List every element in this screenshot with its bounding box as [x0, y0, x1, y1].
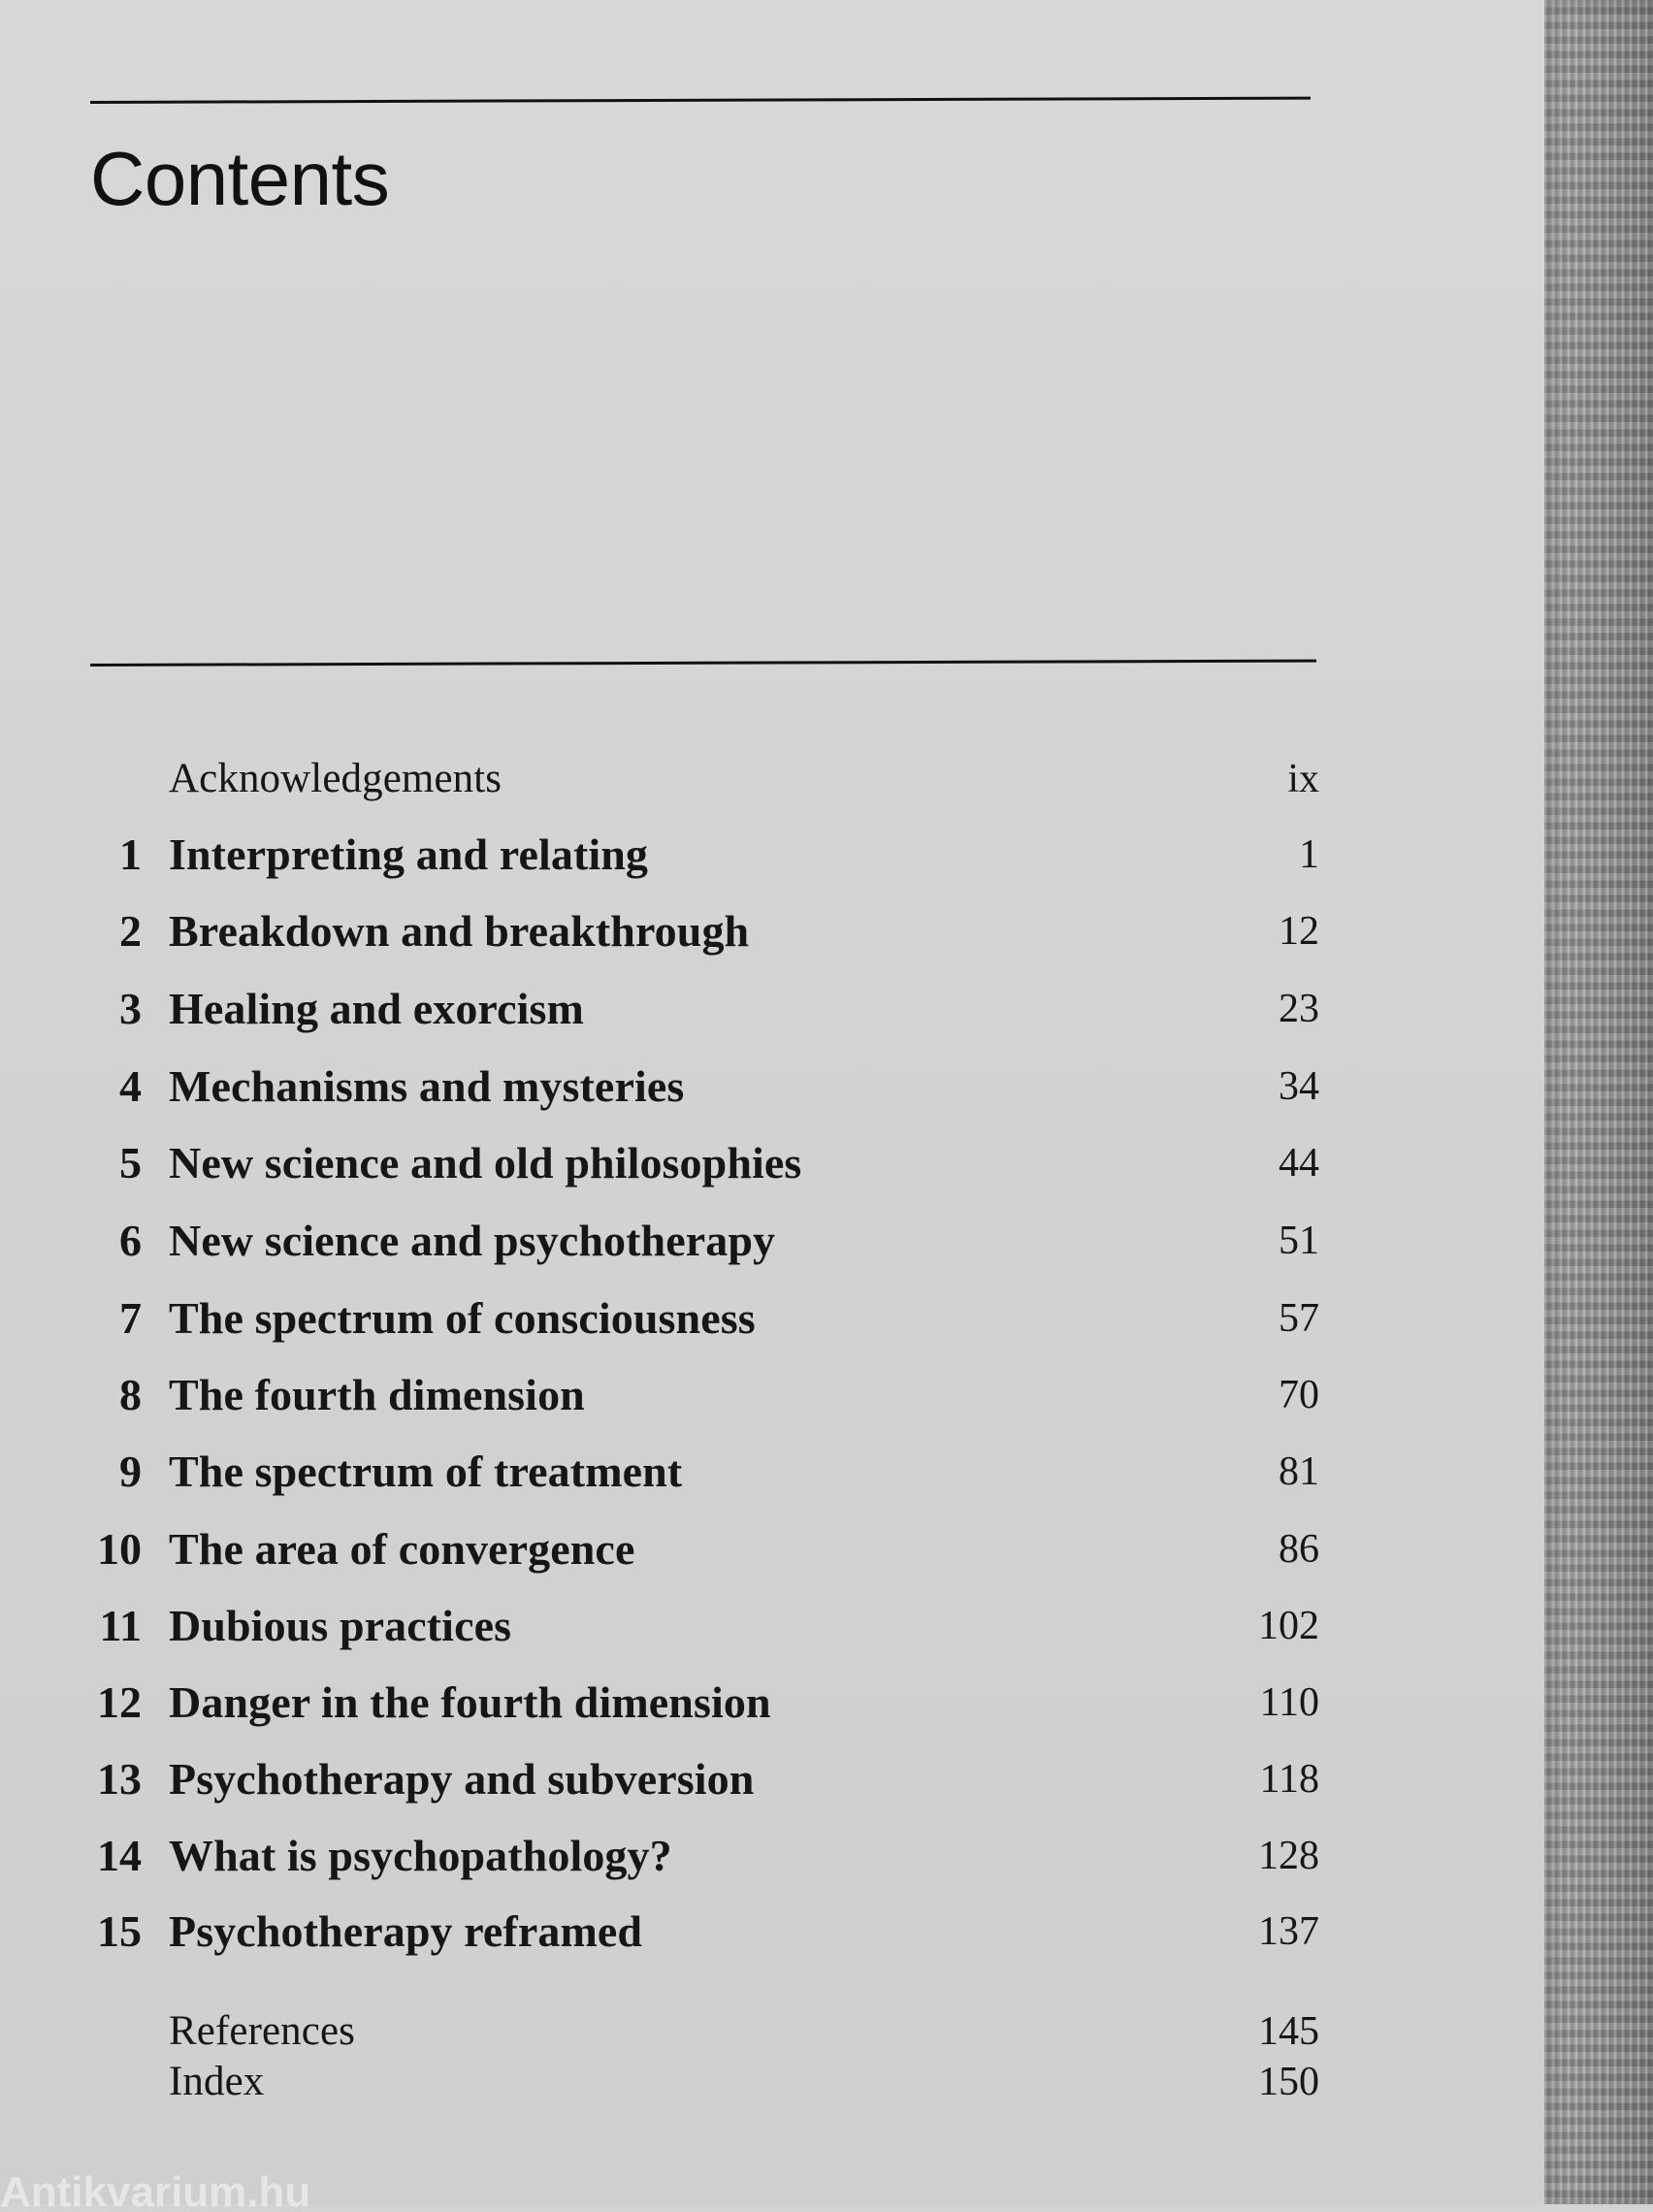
toc-entry-title: Index [169, 2059, 265, 2104]
toc-entry-page: 1 [1299, 832, 1319, 877]
toc-entry-chapter-10 [0, 1515, 1552, 1583]
toc-entry-index [0, 2048, 1552, 2116]
toc-entry-acknowledgements [0, 745, 1552, 813]
toc-entry-chapter-15 [0, 1898, 1552, 1966]
toc-entry-number: 5 [119, 1138, 142, 1187]
page-edge-strip [1544, 0, 1653, 2204]
toc-entry-number: 2 [119, 906, 142, 956]
toc-entry-number: 4 [119, 1061, 142, 1111]
toc-entry-chapter-5 [0, 1129, 1552, 1197]
toc-entry-number: 12 [97, 1677, 142, 1727]
toc-entry-chapter-11 [0, 1592, 1552, 1660]
toc-entry-page: 102 [1258, 1604, 1319, 1648]
toc-entry-page: 57 [1279, 1296, 1319, 1341]
toc-entry-title: The fourth dimension [169, 1370, 585, 1419]
toc-entry-number: 10 [97, 1524, 142, 1574]
toc-entry-title: The spectrum of consciousness [169, 1293, 756, 1343]
toc-entry-page: 44 [1279, 1141, 1319, 1186]
toc-entry-title: New science and old philosophies [169, 1138, 802, 1187]
toc-entry-title: Dubious practices [169, 1601, 512, 1650]
toc-entry-title: Acknowledgements [169, 756, 502, 801]
toc-entry-number: 14 [97, 1831, 142, 1880]
toc-entry-number: 13 [97, 1754, 142, 1804]
watermark: Antikvarium.hu [0, 2173, 311, 2212]
toc-entry-page: 34 [1279, 1064, 1319, 1109]
toc-entry-title: Interpreting and relating [169, 830, 649, 879]
toc-entry-chapter-14 [0, 1822, 1552, 1890]
toc-entry-page: 86 [1279, 1527, 1319, 1572]
toc-entry-chapter-12 [0, 1669, 1552, 1737]
toc-entry-page: 51 [1279, 1219, 1319, 1263]
toc-entry-chapter-8 [0, 1361, 1552, 1429]
toc-entry-number: 11 [99, 1601, 142, 1650]
toc-entry-number: 15 [97, 1906, 142, 1956]
toc-entry-page: 118 [1259, 1757, 1319, 1802]
toc-entry-number: 6 [119, 1216, 142, 1265]
toc-entry-title: Psychotherapy and subversion [169, 1754, 755, 1804]
toc-entry-title: Mechanisms and mysteries [169, 1061, 685, 1111]
toc-entry-page: 12 [1279, 909, 1319, 954]
toc-entry-page: 23 [1279, 987, 1319, 1031]
toc-entry-chapter-3 [0, 975, 1552, 1043]
toc-entry-page: 128 [1258, 1834, 1319, 1878]
toc-entry-page: 145 [1258, 2009, 1319, 2054]
toc-entry-title: Breakdown and breakthrough [169, 906, 750, 956]
toc-entry-chapter-2 [0, 897, 1552, 965]
toc-entry-number: 9 [119, 1447, 142, 1496]
toc-entry-title: References [169, 2008, 355, 2054]
toc-entry-title: Healing and exorcism [169, 984, 584, 1033]
toc-entry-page: 150 [1258, 2060, 1319, 2104]
toc-entry-page: ix [1287, 757, 1319, 801]
page-heading: Contents [90, 136, 390, 221]
toc-entry-page: 137 [1258, 1909, 1319, 1954]
toc-entry-title: The spectrum of treatment [169, 1447, 683, 1496]
toc-entry-chapter-1 [0, 821, 1552, 889]
toc-entry-chapter-7 [0, 1285, 1552, 1352]
toc-entry-title: The area of convergence [169, 1524, 635, 1574]
toc-entry-chapter-9 [0, 1438, 1552, 1506]
toc-entry-title: Danger in the fourth dimension [169, 1677, 771, 1727]
toc-entry-number: 3 [119, 984, 142, 1033]
toc-entry-title: Psychotherapy reframed [169, 1906, 643, 1956]
toc-entry-chapter-13 [0, 1745, 1552, 1813]
toc-entry-number: 8 [119, 1370, 142, 1419]
toc-entry-page: 81 [1279, 1449, 1319, 1494]
toc-entry-chapter-4 [0, 1053, 1552, 1121]
toc-entry-chapter-6 [0, 1207, 1552, 1275]
toc-entry-page: 110 [1259, 1680, 1319, 1725]
toc-entry-page: 70 [1279, 1373, 1319, 1417]
toc-entry-number: 1 [119, 830, 142, 879]
toc-entry-title: What is psychopathology? [169, 1831, 672, 1880]
toc-entry-title: New science and psychotherapy [169, 1216, 776, 1265]
toc-entry-number: 7 [119, 1293, 142, 1343]
